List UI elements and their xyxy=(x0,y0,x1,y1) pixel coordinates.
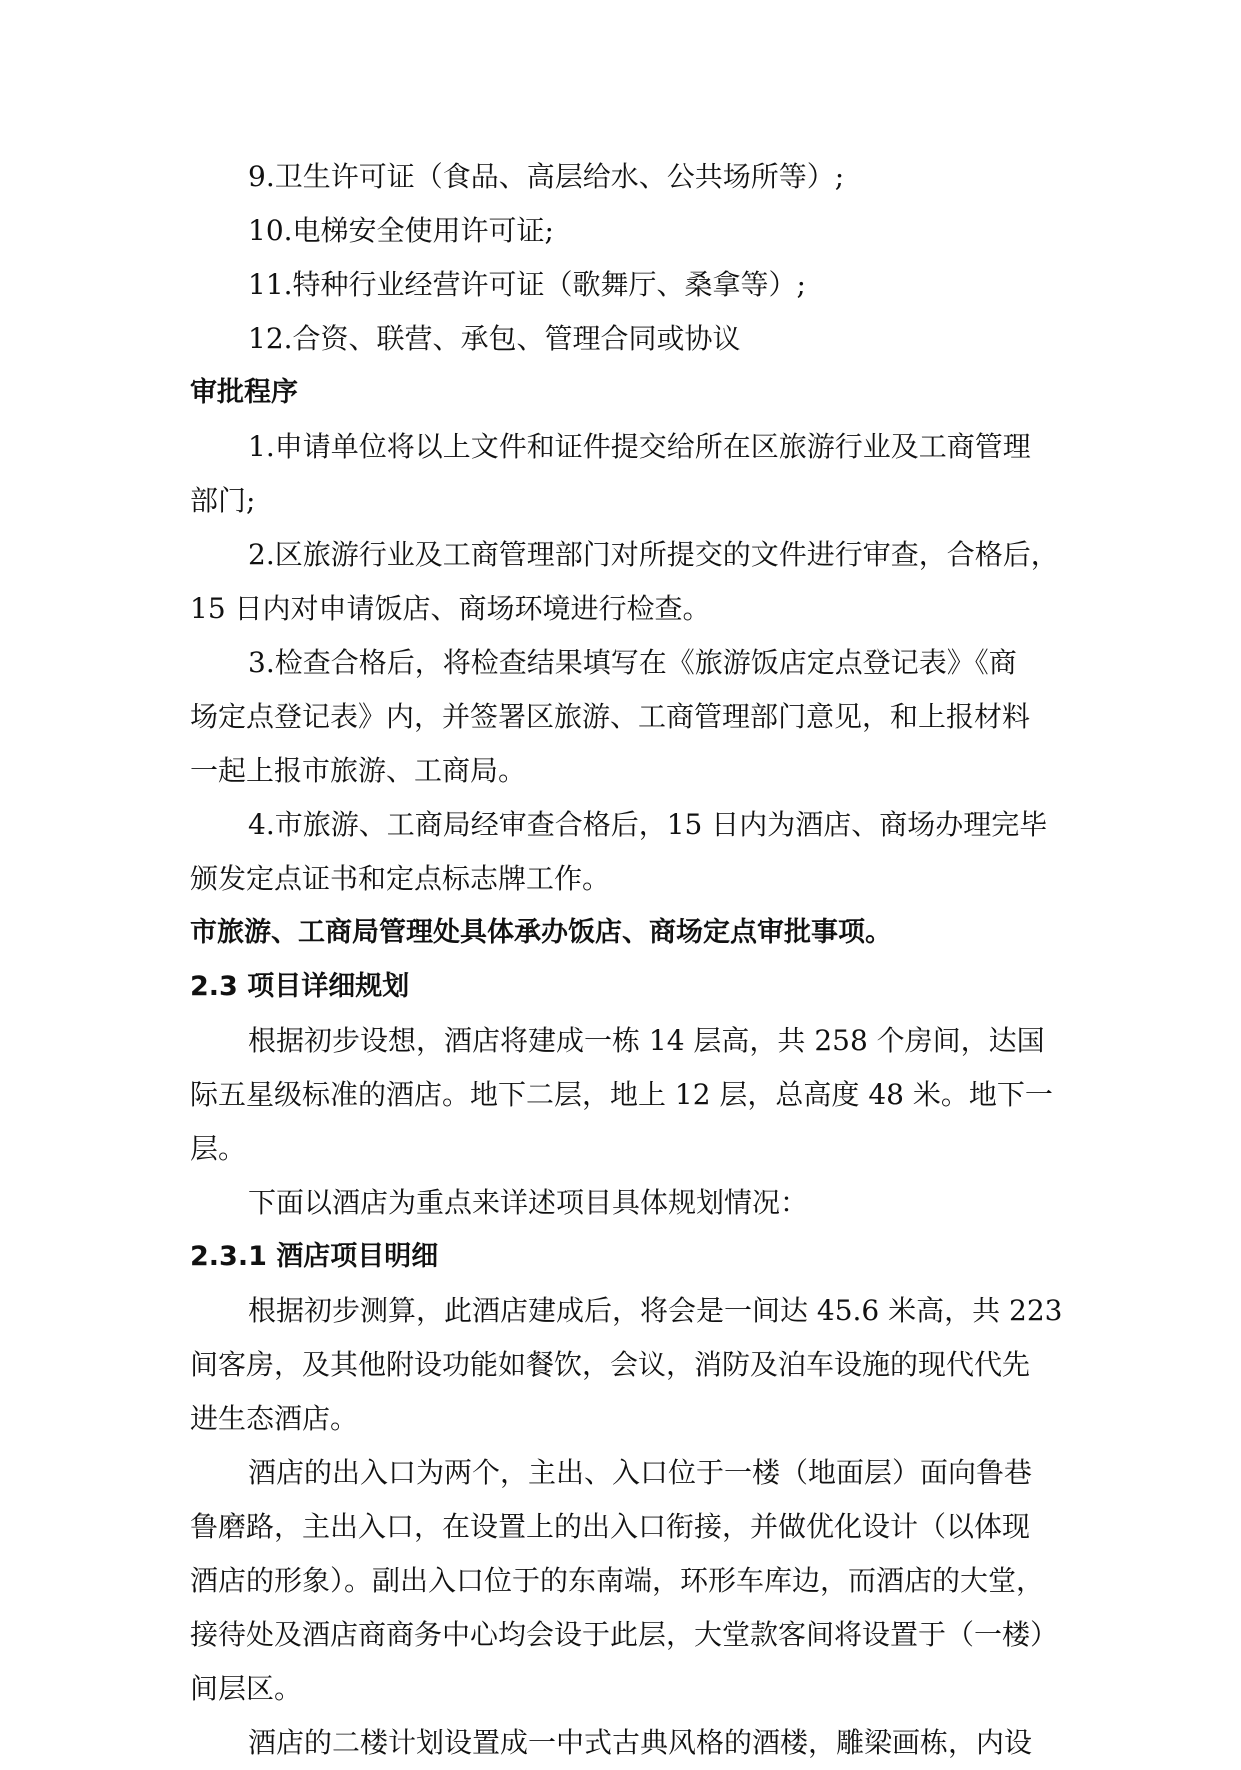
text-line: 层。 xyxy=(190,1132,247,1165)
approval-closing-statement: 市旅游、工商局管理处具体承办饭店、商场定点审批事项。 xyxy=(190,917,892,948)
text-line: 一起上报市旅游、工商局。 xyxy=(190,754,527,787)
text-line: 1.申请单位将以上文件和证件提交给所在区旅游行业及工商管理 xyxy=(248,430,1031,463)
approval-procedure-heading: 审批程序 xyxy=(190,377,298,408)
text-line: 酒店的形象）。副出入口位于的东南端，环形车库边，而酒店的大堂， xyxy=(190,1564,1045,1597)
text-line: 场定点登记表》内，并签署区旅游、工商管理部门意见，和上报材料 xyxy=(190,700,1031,733)
text-line: 部门; xyxy=(190,484,256,517)
text-line: 颁发定点证书和定点标志牌工作。 xyxy=(190,862,611,895)
text-line: 间客房，及其他附设功能如餐饮，会议，消防及泊车设施的现代代先 xyxy=(190,1348,1031,1381)
text-line: 15 日内对申请饭店、商场环境进行检查。 xyxy=(190,592,711,625)
requirements-list-tail xyxy=(190,150,1060,366)
document-page xyxy=(190,150,1063,1770)
text-line: 4.市旅游、工商局经审查合格后，15 日内为酒店、商场办理完毕 xyxy=(248,808,1048,841)
section-2-3-1-heading: 2.3.1 酒店项目明细 xyxy=(190,1241,439,1272)
text-line: 酒店的二楼计划设置成一中式古典风格的酒楼，雕梁画栋，内设 xyxy=(248,1726,1033,1759)
text-line: 2.区旅游行业及工商管理部门对所提交的文件进行审查，合格后， xyxy=(248,538,1059,571)
section-2-3-heading: 2.3 项目详细规划 xyxy=(190,971,410,1002)
requirement-item: 11.特种行业经营许可证（歌舞厅、桑拿等）; xyxy=(248,268,806,301)
section-2-3-1-paragraph-2 xyxy=(190,1446,1060,1716)
requirement-item: 9.卫生许可证（食品、高层给水、公共场所等）; xyxy=(248,160,845,193)
text-line: 际五星级标准的酒店。地下二层，地上 12 层，总高度 48 米。地下一 xyxy=(190,1078,1053,1111)
section-2-3-1-paragraph-3 xyxy=(190,1716,1060,1770)
text-line: 鲁磨路，主出入口，在设置上的出入口衔接，并做优化设计（以体现 xyxy=(190,1510,1031,1543)
text-line: 接待处及酒店商商务中心均会设于此层，大堂款客间将设置于（一楼） xyxy=(190,1618,1059,1651)
approval-step-3 xyxy=(190,636,1060,798)
section-2-3-1-paragraph-1 xyxy=(190,1284,1063,1446)
approval-step-2 xyxy=(190,528,1060,636)
text-line: 酒店的出入口为两个，主出、入口位于一楼（地面层）面向鲁巷 xyxy=(248,1456,1033,1489)
text-line: 3.检查合格后，将检查结果填写在《旅游饭店定点登记表》《商 xyxy=(248,646,1017,679)
text-line: 进生态酒店。 xyxy=(190,1402,359,1435)
approval-step-1 xyxy=(190,420,1060,528)
approval-step-4 xyxy=(190,798,1060,906)
section-2-3-paragraph-1 xyxy=(190,1014,1060,1176)
requirement-item: 12.合资、联营、承包、管理合同或协议 xyxy=(248,322,741,355)
text-line: 根据初步设想，酒店将建成一栋 14 层高，共 258 个房间，达国 xyxy=(248,1024,1045,1057)
requirement-item: 10.电梯安全使用许可证; xyxy=(248,214,554,247)
text-line: 间层区。 xyxy=(190,1672,303,1705)
section-2-3-paragraph-2 xyxy=(190,1176,1060,1230)
text-line: 下面以酒店为重点来详述项目具体规划情况： xyxy=(248,1186,809,1219)
text-line: 根据初步测算，此酒店建成后，将会是一间达 45.6 米高，共 223 xyxy=(248,1294,1063,1327)
